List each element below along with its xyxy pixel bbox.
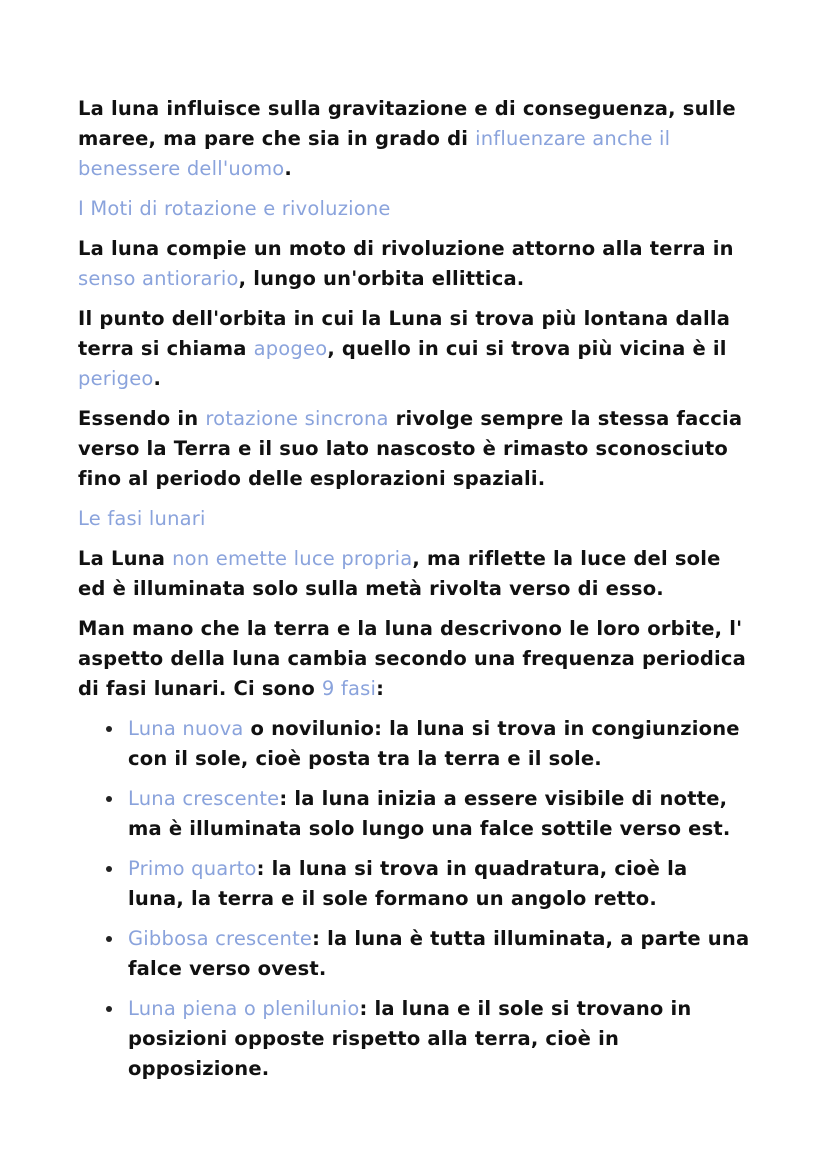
bullet-icon xyxy=(106,866,112,872)
text: La luna compie un moto di rivoluzione attorno alla terra in xyxy=(78,237,734,260)
phase-term: Luna nuova xyxy=(128,717,244,740)
phase-description: : la luna è tutta illuminata, a parte una falce verso ovest. xyxy=(128,927,750,980)
phase-description: o novilunio: la luna si trova in congiunzione con il sole, cioè posta tra la terra e il sole. xyxy=(128,717,740,770)
highlight-term: influenzare anche il benessere dell'uomo xyxy=(78,127,671,180)
text: La luna influisce sulla gravitazione e di conseguenza, sulle maree, ma pare che sia in grado di xyxy=(78,97,736,150)
phase-term: Gibbosa crescente xyxy=(128,927,313,950)
phase-description: : la luna inizia a essere visibile di notte, ma è illuminata solo lungo una falce sottile verso est. xyxy=(128,787,731,840)
text: Il punto dell'orbita in cui la Luna si trova più lontana dalla terra si chiama xyxy=(78,307,731,360)
bullet-icon xyxy=(106,1006,112,1012)
text: , lungo un'orbita ellittica. xyxy=(238,267,525,290)
highlight-term: rotazione sincrona xyxy=(205,407,389,430)
bullet-icon xyxy=(106,936,112,942)
phases-list xyxy=(78,714,750,1084)
section-heading-motions: I Moti di rotazione e rivoluzione xyxy=(78,197,391,220)
list-item-phase xyxy=(128,854,750,914)
paragraph-revolution xyxy=(78,234,750,294)
paragraph-apogee-perigee xyxy=(78,304,750,394)
list-item-phase xyxy=(128,924,750,984)
section-heading-phases: Le fasi lunari xyxy=(78,507,206,530)
bullet-icon xyxy=(106,796,112,802)
phase-description: : la luna si trova in quadratura, cioè la luna, la terra e il sole formano un angolo retto. xyxy=(128,857,688,910)
text: : xyxy=(376,677,385,700)
list-item-phase xyxy=(128,994,750,1084)
paragraph-phases-intro xyxy=(78,614,750,704)
bullet-icon xyxy=(106,726,112,732)
phase-description: : la luna e il sole si trovano in posizioni opposte rispetto alla terra, cioè in opposizione. xyxy=(128,997,692,1080)
paragraph-reflected-light xyxy=(78,544,750,604)
list-item-phase xyxy=(128,714,750,774)
highlight-term: 9 fasi xyxy=(321,677,377,700)
paragraph-synchronous-rotation xyxy=(78,404,750,494)
list-item-phase xyxy=(128,784,750,844)
highlight-term: senso antiorario xyxy=(78,267,239,290)
text: Essendo in xyxy=(78,407,206,430)
text: Man mano che la terra e la luna descrivono le loro orbite, l' aspetto della luna cambia secondo una frequenza periodica di fasi lunari. Ci sono xyxy=(78,617,747,700)
highlight-term: non emette luce propria xyxy=(172,547,413,570)
phase-term: Luna crescente xyxy=(128,787,280,810)
text: , quello in cui si trova più vicina è il xyxy=(327,337,727,360)
paragraph-gravitation xyxy=(78,94,750,184)
text: rivolge sempre la stessa faccia verso la Terra e il suo lato nascosto è rimasto sconosciuto fino al periodo delle esplorazioni spaziali. xyxy=(78,407,743,490)
text: La Luna xyxy=(78,547,173,570)
text: . xyxy=(284,157,293,180)
phase-term: Luna piena o plenilunio xyxy=(128,997,360,1020)
highlight-term: perigeo xyxy=(78,367,154,390)
text: , ma riflette la luce del sole ed è illuminata solo sulla metà rivolta verso di esso. xyxy=(78,547,721,600)
text: . xyxy=(153,367,162,390)
highlight-term: apogeo xyxy=(253,337,328,360)
phase-term: Primo quarto xyxy=(128,857,257,880)
